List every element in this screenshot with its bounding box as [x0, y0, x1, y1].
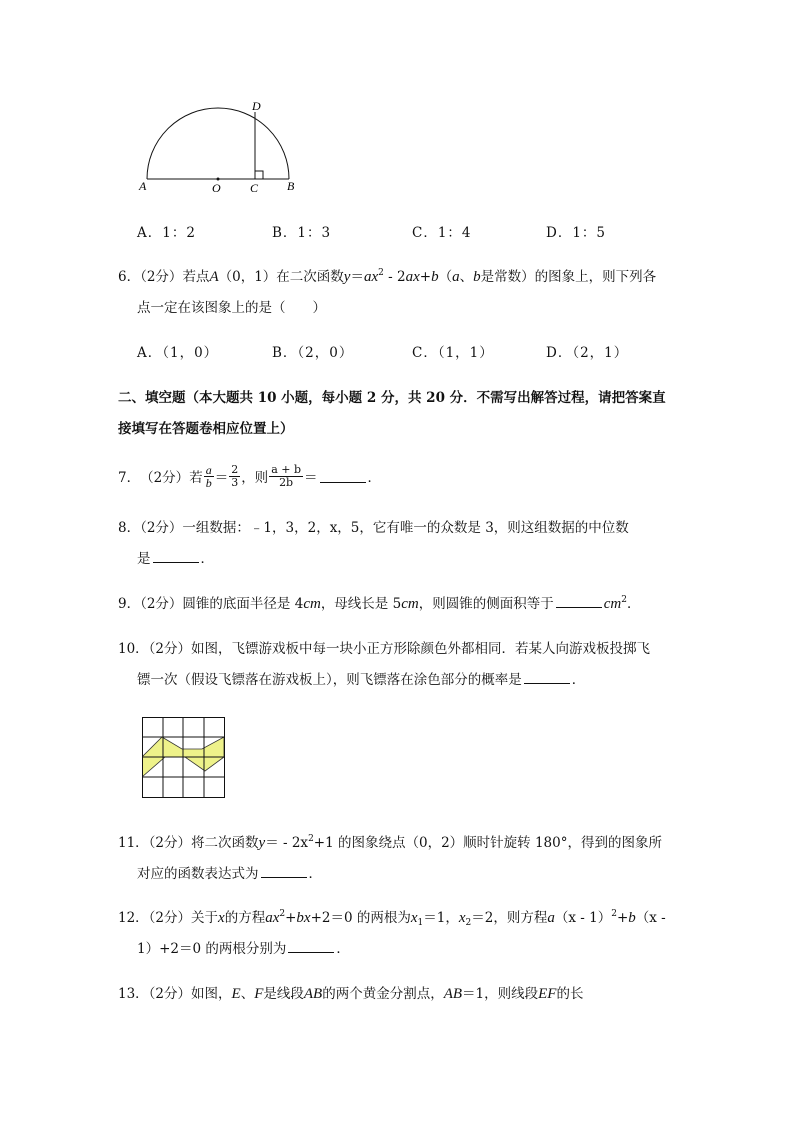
q6-option-a: A．（1，0） — [137, 345, 219, 361]
q6-text: 若点 — [182, 269, 210, 285]
q7-equals: ＝ — [214, 470, 229, 486]
q6-var-b: b — [431, 269, 439, 285]
q5-option-c: C．1：4 — [412, 225, 472, 241]
q7-number: 7． — [118, 470, 141, 486]
q11-answer-blank[interactable] — [261, 865, 307, 878]
q7-frac-numerator: 2 — [231, 462, 239, 476]
q6-var-y: y — [343, 269, 351, 285]
q12-text: 1）+2＝0 的两根分别为 — [137, 941, 287, 957]
section-2-heading-line-2: 接填写在答题卷相应位置上） — [118, 421, 294, 437]
q10-line-1: 10．（2分）如图，飞镖游戏板中每一块小正方形除颜色外都相同．若某人向游戏板投掷飞 — [118, 641, 651, 657]
section-2-heading-line-1: 二、填空题（本大题共 10 小题，每小题 2 分，共 20 分．不需写出解答过程，请把答案直 — [118, 390, 666, 406]
q12-text: ＝2，则方程 — [471, 910, 548, 926]
q7-line — [118, 459, 381, 493]
q12-text: （x - — [635, 910, 666, 926]
q7-frac-denominator: 2b — [279, 475, 294, 489]
q7-text: 若 — [189, 470, 203, 486]
q12-var-x2: x — [458, 910, 466, 926]
q7-frac-denominator: 3 — [231, 475, 239, 489]
q13-text: 的两个黄金分割点， — [322, 986, 444, 1002]
q7-fraction-a-b — [204, 464, 214, 489]
q6-equals: ＝ — [350, 269, 364, 285]
q12-text: +2＝0 的两根为 — [310, 910, 411, 926]
q9-text: 9．（2分）圆锥的底面半径是 4 — [118, 596, 304, 612]
q6-paren: （ — [438, 269, 453, 285]
q13-text: ＝1，则线段 — [462, 986, 539, 1002]
q6-point-a: A — [209, 269, 219, 285]
q6-text: （0，1）在二次函数 — [218, 269, 344, 285]
q12-text: 12．（2分）关于 — [118, 910, 219, 926]
q12-exponent: 2 — [611, 909, 617, 919]
q8-text: 是 — [137, 551, 151, 567]
q6-score: （2分） — [140, 269, 183, 285]
q12-var-b: b — [628, 910, 636, 926]
q12-exponent: 2 — [279, 909, 286, 919]
q13-text: 是线段 — [263, 986, 304, 1002]
q9-unit: cm — [603, 596, 622, 612]
q8-answer-blank[interactable] — [153, 550, 199, 563]
q13-line-1 — [118, 982, 583, 1003]
q8-line-2 — [137, 547, 214, 567]
q12-text: + — [616, 910, 629, 926]
q6-number: 6． — [118, 269, 141, 285]
q7-text: ，则 — [241, 470, 269, 486]
grid-lines — [142, 717, 225, 798]
label-a: A — [139, 179, 147, 193]
q10-answer-blank[interactable] — [524, 671, 570, 684]
q7-fraction-2-3 — [229, 464, 240, 489]
q12-text: （x - 1） — [554, 910, 612, 926]
q12-answer-blank[interactable] — [288, 940, 334, 953]
semicircle-arc — [147, 108, 289, 179]
q13-segment-ef: EF — [538, 986, 557, 1002]
label-b: B — [287, 179, 295, 193]
q6-var-ax: ax — [405, 269, 420, 285]
q11-text: +1 的图象绕点（0，2）顺时针旋转 180°，得到的图象所 — [313, 835, 662, 851]
q6-option-c: C．（1，1） — [412, 345, 494, 361]
q7-frac-numerator: a + b — [271, 462, 301, 476]
q6-var-b: b — [473, 269, 481, 285]
q9-period: ． — [626, 596, 641, 612]
q6-line-2: 点一定在该图象上的是（ ） — [137, 300, 326, 316]
q8-line-1: 8．（2分）一组数据：﹣1，3，2，x，5，它有唯一的众数是 3，则这组数据的中位数 — [118, 520, 629, 536]
q6-plus: + — [419, 269, 432, 285]
q9-text: ，母线长是 5 — [320, 596, 402, 612]
q6-var-ax: ax — [363, 269, 379, 285]
q5-option-d: D．1：5 — [546, 225, 607, 241]
q12-var-ax: ax — [265, 910, 280, 926]
q13-text: 13．（2分）如图， — [118, 986, 232, 1002]
label-c: C — [250, 181, 259, 195]
q6-option-d: D．（2，1） — [546, 345, 629, 361]
q12-text: 的方程 — [224, 910, 266, 926]
q8-period: ． — [200, 551, 214, 567]
q11-line-1 — [118, 831, 662, 852]
q11-text: 对应的函数表达式为 — [137, 866, 259, 882]
q9-line — [118, 592, 640, 613]
q6-text: 是常数）的图象上，则下列各 — [480, 269, 657, 285]
dartboard-grid-figure — [142, 717, 226, 799]
label-o: O — [212, 181, 221, 195]
q13-point-f: F — [254, 986, 264, 1002]
q9-unit: cm — [303, 596, 321, 612]
q10-period: ． — [571, 672, 586, 688]
q6-option-b: B．（2，0） — [272, 345, 354, 361]
q9-unit: cm — [401, 596, 419, 612]
q11-exponent: 2 — [308, 834, 314, 844]
q9-text: ，则圆锥的侧面积等于 — [418, 596, 554, 612]
q11-period: ． — [308, 866, 322, 882]
q11-text: 11．（2分）将二次函数 — [118, 835, 259, 851]
q7-score: （2分） — [140, 470, 190, 486]
q7-frac-denominator: b — [205, 475, 212, 490]
right-angle-mark — [255, 171, 263, 179]
q12-line-2 — [137, 937, 350, 957]
q12-text: + — [285, 910, 297, 926]
q7-fraction-sum — [269, 464, 303, 489]
q12-text: ＝1， — [423, 910, 459, 926]
q6-exponent: 2 — [378, 268, 384, 278]
q7-period: ． — [367, 470, 381, 486]
q12-var-a: a — [547, 910, 555, 926]
q13-segment-ab: AB — [303, 986, 323, 1002]
q12-subscript: 1 — [417, 918, 424, 928]
q12-var-x1: x — [410, 910, 418, 926]
q9-exponent: 2 — [621, 595, 627, 605]
q7-equals: ＝ — [304, 470, 318, 486]
q6-var-a: a — [452, 269, 460, 285]
q11-line-2 — [137, 862, 322, 882]
q13-point-e: E — [231, 986, 241, 1002]
q6-text: - 2 — [383, 269, 406, 285]
q12-period: ． — [336, 941, 350, 957]
q5-option-b: B．1：3 — [272, 225, 332, 241]
q12-var-bx: bx — [296, 910, 311, 926]
q13-segment-ab: AB — [443, 986, 463, 1002]
q11-text: ＝ - 2x — [265, 835, 309, 851]
q6-sep: 、 — [459, 269, 474, 285]
label-d: D — [252, 99, 261, 113]
q12-line-1 — [118, 906, 666, 928]
q12-var-x: x — [218, 910, 225, 926]
q10-line-2 — [137, 668, 585, 688]
q6-line-1 — [118, 265, 656, 286]
q13-sep: 、 — [240, 986, 255, 1002]
q7-frac-numerator: a — [205, 462, 212, 477]
q11-var-y: y — [258, 835, 266, 851]
q7-answer-blank[interactable] — [320, 470, 366, 483]
q9-answer-blank[interactable] — [556, 595, 602, 608]
semicircle-figure — [130, 95, 310, 200]
q12-subscript: 2 — [465, 918, 472, 928]
q5-option-a: A．1：2 — [137, 225, 196, 241]
q13-text: 的长 — [556, 986, 584, 1002]
q10-text: 镖一次（假设飞镖落在游戏板上），则飞镖落在涂色部分的概率是 — [137, 672, 522, 688]
